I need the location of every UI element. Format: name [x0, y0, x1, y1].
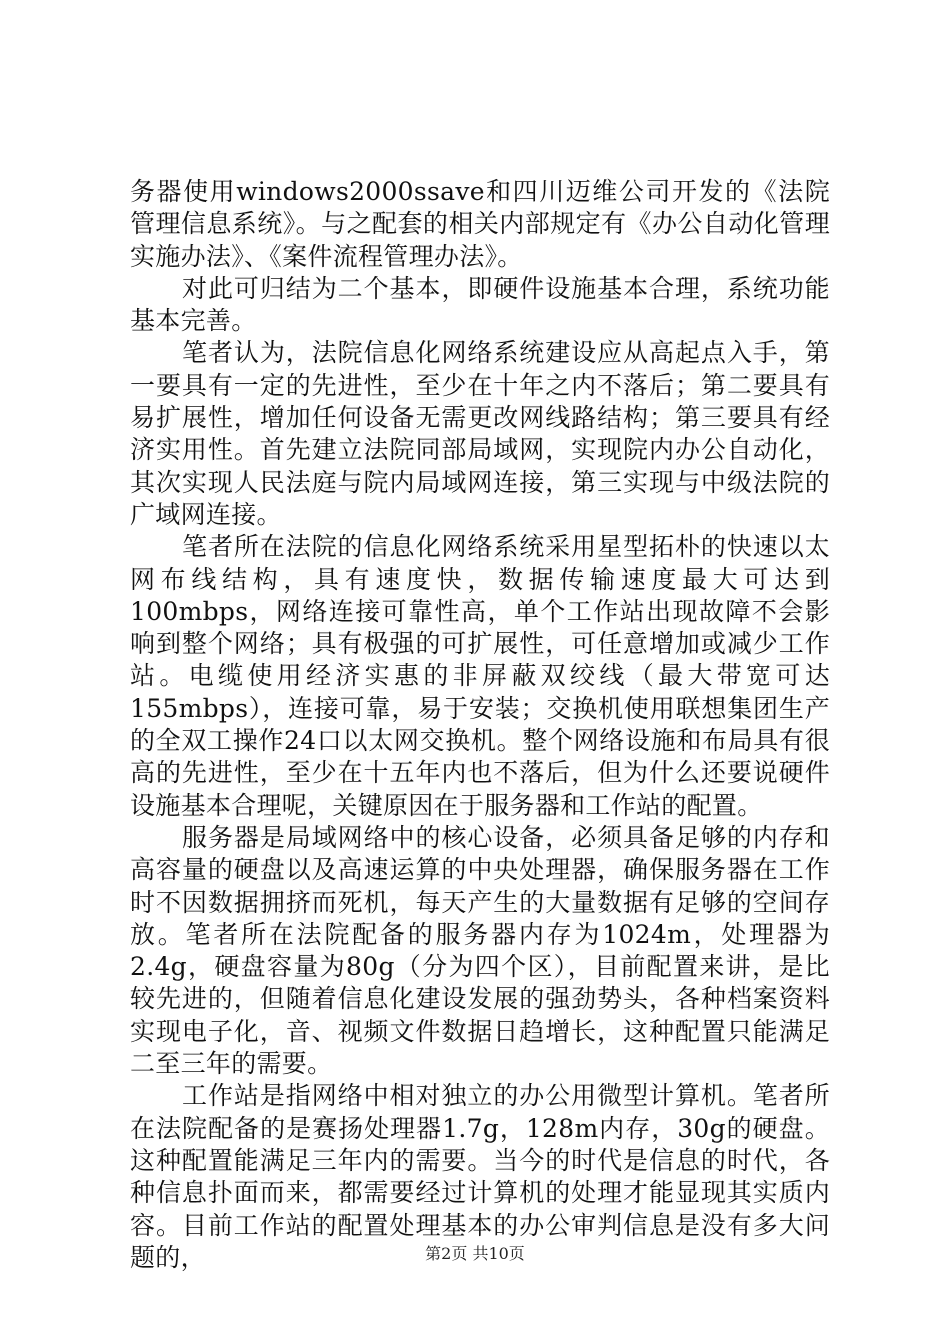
paragraph-3: 笔者认为，法院信息化网络系统建设应从高起点入手，第一要具有一定的先进性，至少在十年之内不落后；第二要具有易扩展性，增加任何设备无需更改网线路结构；第三要具有经济实用性。首先建立法院同部局域网，实现院内办公自动化，其次实现人民法庭与院内局域网连接，第三实现与中级法院的广域网连接。 — [130, 338, 830, 529]
paragraph-2: 对此可归结为二个基本，即硬件设施基本合理，系统功能基本完善。 — [130, 273, 830, 336]
document-body — [130, 176, 830, 1274]
page-number-footer: 第2页 共10页 — [425, 1244, 525, 1263]
paragraph-6: 工作站是指网络中相对独立的办公用微型计算机。笔者所在法院配备的是赛扬处理器1.7g，128m内存，30g的硬盘。这种配置能满足三年内的需要。当今的时代是信息的时代，各种信息扑面而来，都需要经过计算机的处理才能显现其实质内容。目前工作站的配置处理基本的办公审判信息是没有多大问题的， — [130, 1081, 830, 1272]
paragraph-4: 笔者所在法院的信息化网络系统采用星型拓朴的快速以太网布线结构，具有速度快，数据传输速度最大可达到100mbps，网络连接可靠性高，单个工作站出现故障不会影响到整个网络；具有极强的可扩展性，可任意增加或减少工作站。电缆使用经济实惠的非屏蔽双绞线（最大带宽可达155mbps），连接可靠，易于安装；交换机使用联想集团生产的全双工操作24口以太网交换机。整个网络设施和布局具有很高的先进性，至少在十五年内也不落后，但为什么还要说硬件设施基本合理呢，关键原因在于服务器和工作站的配置。 — [130, 532, 830, 820]
paragraph-5: 服务器是局域网络中的核心设备，必须具备足够的内存和高容量的硬盘以及高速运算的中央处理器，确保服务器在工作时不因数据拥挤而死机，每天产生的大量数据有足够的空间存放。笔者所在法院配备的服务器内存为1024m，处理器为2.4g，硬盘容量为80g（分为四个区），目前配置来讲，是比较先进的，但随着信息化建设发展的强劲势头，各种档案资料实现电子化，音、视频文件数据日趋增长，这种配置只能满足二至三年的需要。 — [130, 822, 830, 1079]
paragraph-1: 务器使用windows2000ssave和四川迈维公司开发的《法院管理信息系统》。与之配套的相关内部规定有《办公自动化管理实施办法》、《案件流程管理办法》。 — [130, 177, 830, 271]
